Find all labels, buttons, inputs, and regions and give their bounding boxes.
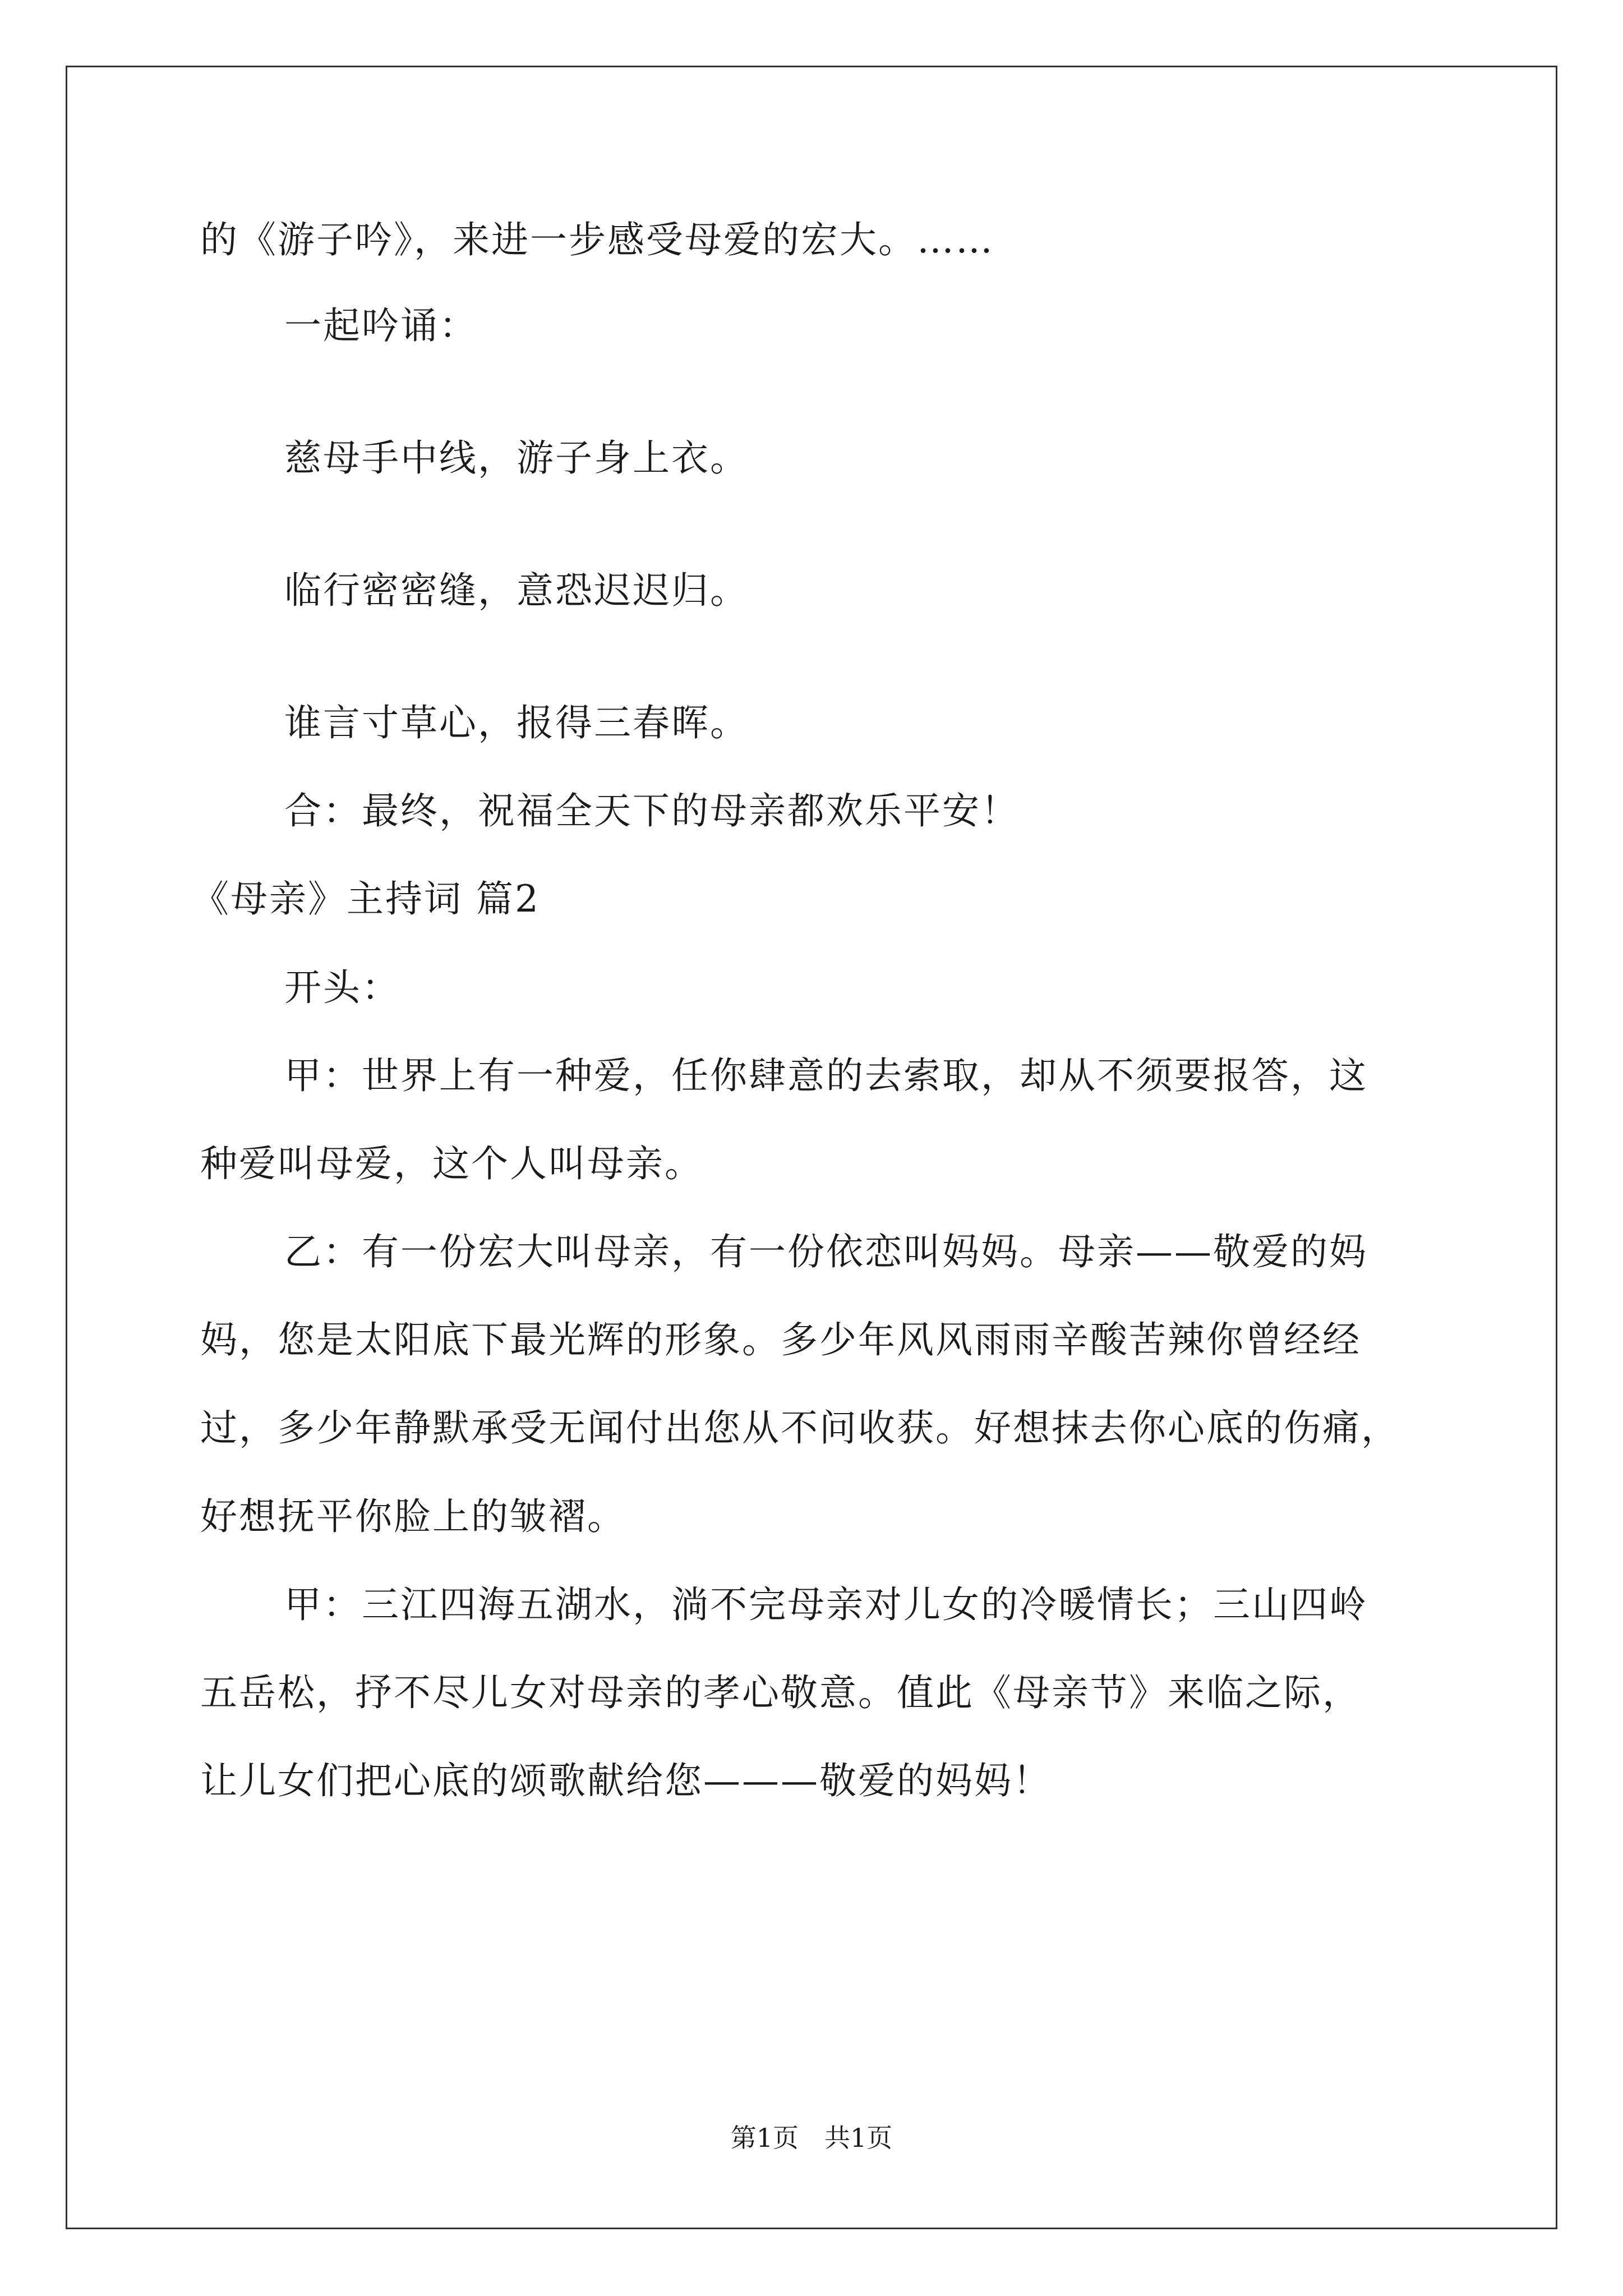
paragraph-text: 甲：三江四海五湖水，淌不完母亲对儿女的冷暖情长；三山四岭 [284,1583,1368,1626]
paragraph-text: 的《游子吟》，来进一步感受母爱的宏大。…… [200,218,994,261]
page-number-footer: 第1页 共1页 [730,2123,893,2153]
poem-line: 慈母手中线，游子身上衣。 [284,436,749,480]
paragraph-text: 好想抚平你脸上的皱褶。 [200,1495,626,1538]
paragraph-text: 妈，您是太阳底下最光辉的形象。多少年风风雨雨辛酸苦辣你曾经经 [200,1318,1361,1361]
section-heading: 《母亲》主持词 篇2 [192,877,540,921]
paragraph-text: 种爱叫母爱，这个人叫母亲。 [200,1142,703,1185]
poem-line: 临行密密缝，意恐迟迟归。 [284,569,749,612]
paragraph-text: 合：最终，祝福全天下的母亲都欢乐平安！ [284,789,1020,832]
paragraph-text: 甲：世界上有一种爱，任你肆意的去索取，却从不须要报答，这 [284,1054,1368,1097]
paragraph-text: 一起吟诵： [284,304,478,347]
paragraph-text: 过，多少年静默承受无闻付出您从不问收获。好想抹去你心底的伤痛， [200,1406,1400,1450]
paragraph-text: 让儿女们把心底的颂歌献给您———敬爱的妈妈！ [200,1759,1052,1802]
poem-line: 谁言寸草心，报得三春晖。 [284,701,749,744]
paragraph-text: 五岳松，抒不尽儿女对母亲的孝心敬意。值此《母亲节》来临之际， [200,1671,1361,1714]
paragraph-text: 开头： [284,966,400,1009]
paragraph-text: 乙：有一份宏大叫母亲，有一份依恋叫妈妈。母亲——敬爱的妈 [284,1230,1368,1273]
